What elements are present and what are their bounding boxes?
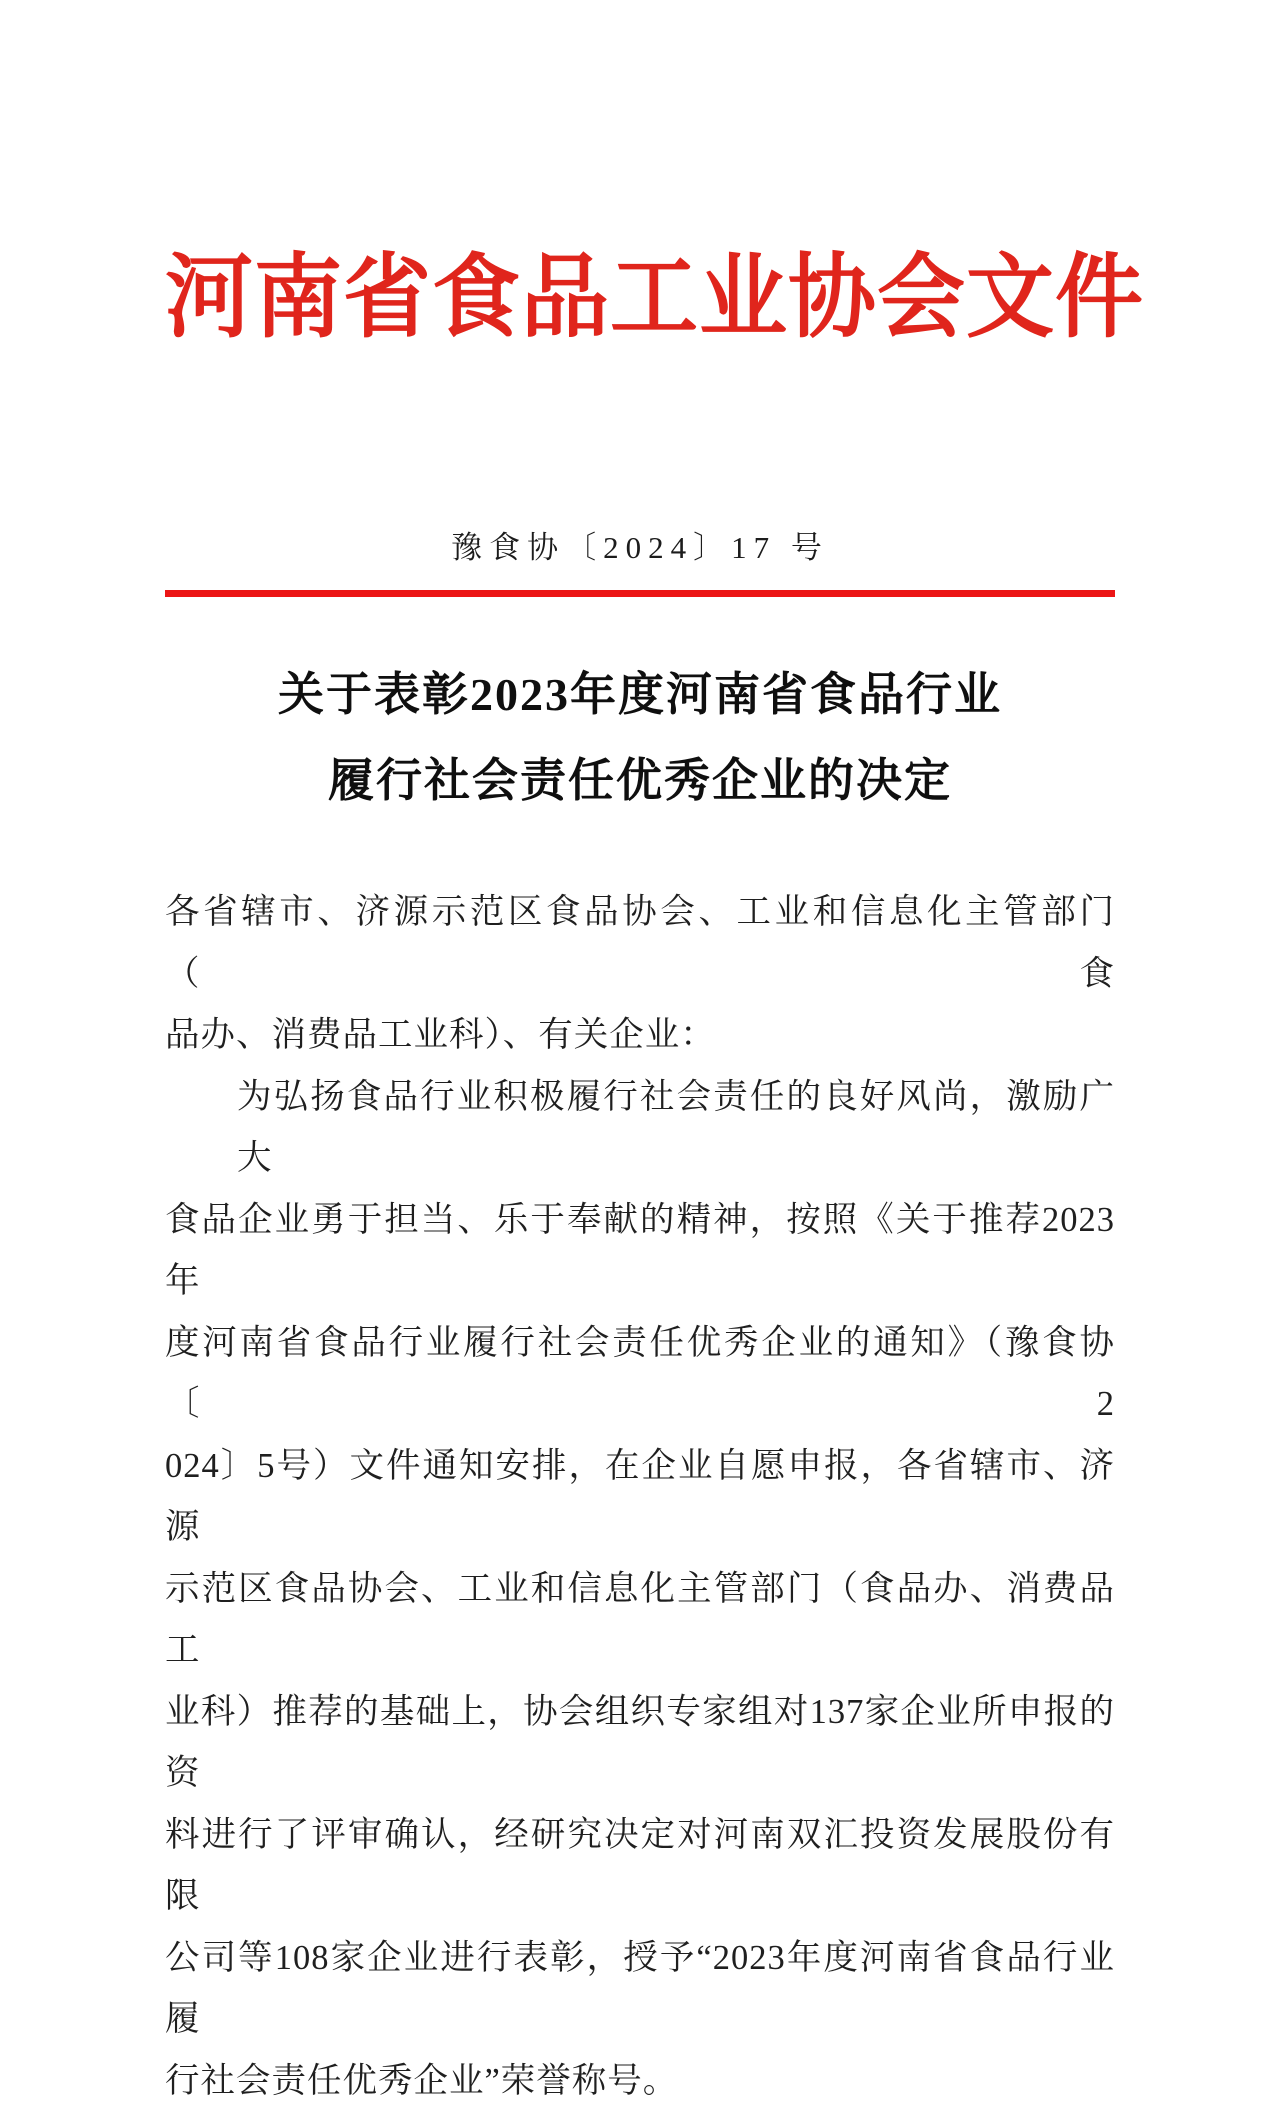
body-line: 料进行了评审确认，经研究决定对河南双汇投资发展股份有限: [165, 1805, 1115, 1928]
masthead-title: 河南省食品工业协会文件: [165, 243, 1115, 355]
document-body: [165, 882, 1115, 2112]
body-line: 业科）推荐的基础上，协会组织专家组对137家企业所申报的资: [165, 1682, 1115, 1805]
body-line: 度河南省食品行业履行社会责任优秀企业的通知》（豫食协〔2: [165, 1313, 1115, 1436]
body-line: 品办、消费品工业科）、有关企业：: [165, 1005, 1115, 1067]
document-title-line-1: 关于表彰2023年度河南省食品行业: [165, 652, 1115, 738]
body-line: 公司等108家企业进行表彰，授予“2023年度河南省食品行业履: [165, 1928, 1115, 2051]
red-divider-rule: [165, 590, 1115, 597]
document-title-line-2: 履行社会责任优秀企业的决定: [165, 738, 1115, 824]
body-line: 示范区食品协会、工业和信息化主管部门（食品办、消费品工: [165, 1559, 1115, 1682]
document-title: [165, 652, 1115, 824]
body-line: 食品企业勇于担当、乐于奉献的精神，按照《关于推荐2023年: [165, 1190, 1115, 1313]
body-line: 为弘扬食品行业积极履行社会责任的良好风尚，激励广大: [165, 1067, 1115, 1190]
document-number: 豫食协〔2024〕17 号: [165, 527, 1115, 569]
body-line: 行社会责任优秀企业”荣誉称号。: [165, 2051, 1115, 2112]
body-line: 024〕5号）文件通知安排，在企业自愿申报，各省辖市、济源: [165, 1436, 1115, 1559]
body-line: 各省辖市、济源示范区食品协会、工业和信息化主管部门（食: [165, 882, 1115, 1005]
